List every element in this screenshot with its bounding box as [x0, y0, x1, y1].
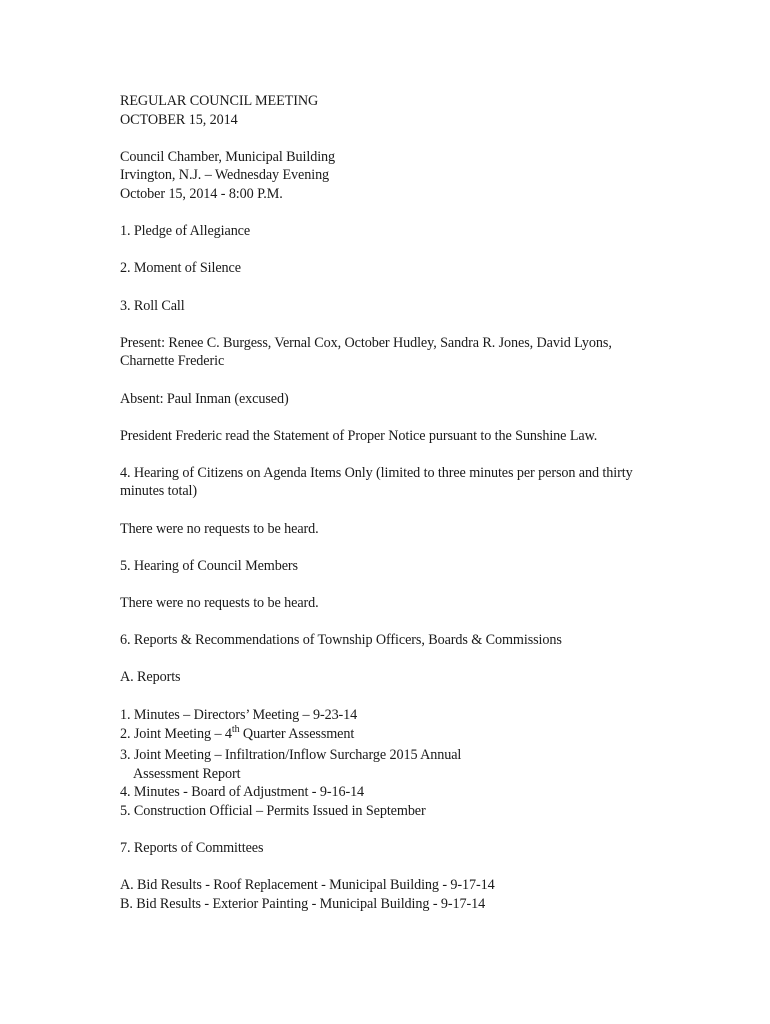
location-line: Irvington, N.J. – Wednesday Evening	[120, 167, 330, 184]
committee-item: A. Bid Results - Roof Replacement - Municipal Building - 9-17-14	[120, 877, 495, 894]
report-item: 1. Minutes – Directors’ Meeting – 9-23-14	[120, 706, 358, 723]
notice-statement: President Frederic read the Statement of Proper Notice pursuant to the Sunshine Law.	[120, 427, 598, 444]
report-item: 3. Joint Meeting – Infiltration/Inflow Surcharge 2015 Annual	[120, 747, 462, 764]
report-item-text: 2. Joint Meeting – 4	[120, 726, 232, 743]
agenda-item-silence: 2. Moment of Silence	[120, 260, 241, 277]
agenda-item-hearing-council: 5. Hearing of Council Members	[120, 557, 298, 574]
section-reports-heading: A. Reports	[120, 669, 181, 686]
agenda-item-hearing-citizens: 4. Hearing of Citizens on Agenda Items Only (limited to three minutes per person and thirty minutes total)	[120, 464, 633, 500]
report-item-text: Quarter Assessment	[239, 726, 355, 743]
meeting-datetime: October 15, 2014 - 8:00 P.M.	[120, 185, 283, 202]
present-members: Present: Renee C. Burgess, Vernal Cox, October Hudley, Sandra R. Jones, David Lyons, Charnette Frederic	[120, 334, 612, 370]
report-item: 4. Minutes - Board of Adjustment - 9-16-14	[120, 784, 365, 801]
ordinal-suffix: th	[231, 724, 240, 736]
minutes-content	[120, 92, 680, 914]
agenda-item-roll-call: 3. Roll Call	[120, 297, 185, 314]
agenda-item-pledge: 1. Pledge of Allegiance	[120, 223, 251, 240]
document-date: OCTOBER 15, 2014	[120, 111, 238, 128]
location-line: Council Chamber, Municipal Building	[120, 148, 336, 165]
report-item	[120, 724, 680, 746]
hearing-citizens-note: There were no requests to be heard.	[120, 520, 319, 537]
agenda-item-reports-recommendations: 6. Reports & Recommendations of Township Officers, Boards & Commissions	[120, 632, 562, 649]
report-item: 5. Construction Official – Permits Issued in September	[120, 802, 426, 819]
report-item-continuation: Assessment Report	[133, 765, 241, 782]
absent-members: Absent: Paul Inman (excused)	[120, 390, 289, 407]
hearing-council-note: There were no requests to be heard.	[120, 595, 319, 612]
document-title: REGULAR COUNCIL MEETING	[120, 93, 319, 109]
agenda-item-committees: 7. Reports of Committees	[120, 840, 264, 857]
committee-item: B. Bid Results - Exterior Painting - Municipal Building - 9-17-14	[120, 895, 486, 912]
